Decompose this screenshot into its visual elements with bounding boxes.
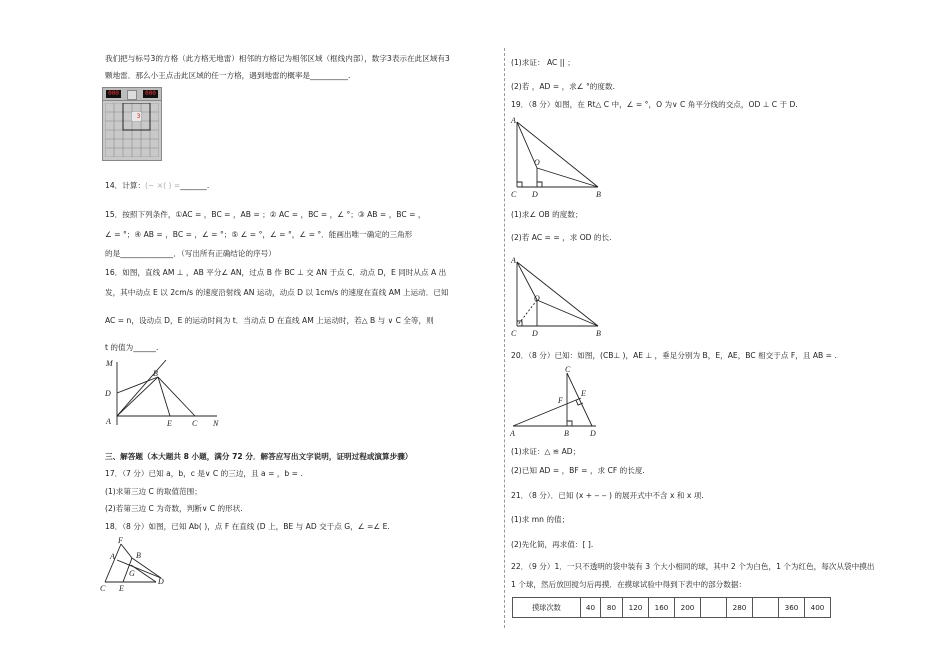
q16-line-3: AC = n，设动点 D，E 的运动时间为 t．当动点 D 在直线 AM 上运动时，若△ B 与 ∨ C 全等，则 bbox=[105, 316, 434, 325]
table-cell: 40 bbox=[581, 598, 601, 618]
mine-counter-left: 000 bbox=[106, 90, 121, 98]
table-cell: 280 bbox=[727, 598, 753, 618]
q22-line-2: 1 个球，然后放回搅匀后再摸．在摸球试验中得到下表中的部分数据： bbox=[511, 580, 747, 589]
fig18-label-G: G bbox=[129, 569, 135, 578]
fig18-label-B: B bbox=[136, 551, 141, 560]
mine-counter-right: 000 bbox=[143, 90, 158, 98]
answer-blank: _______ bbox=[180, 181, 207, 190]
fig20-label-A: A bbox=[510, 429, 515, 438]
mine-grid[interactable] bbox=[105, 103, 159, 157]
fig19b-label-A: A bbox=[511, 256, 516, 265]
fig16-label-C: C bbox=[192, 419, 198, 428]
answer-blank: ______________ bbox=[120, 249, 174, 258]
q15-line-2: ∠ = °；④ AB = ，BC = ，∠ = °；⑤ ∠ = °，∠ = °，∠ = °．能画出唯一确定的三角形 bbox=[105, 230, 413, 239]
q17-part-1: (1)求第三边 C 的取值范围； bbox=[105, 487, 202, 496]
q20-part-1: (1)求证：△ ≌ AD； bbox=[511, 447, 581, 456]
q20-line-1: 20．（8 分）已知：如图，(CB⊥ )，AE ⊥ ，垂足分别为 B，E，AE，BC 相交于点 F，且 AB = . bbox=[511, 351, 837, 360]
table-cell: 400 bbox=[805, 598, 831, 618]
fig19b-label-B: B bbox=[596, 329, 601, 338]
fig20-label-C: C bbox=[565, 365, 571, 374]
q21-part-2: (2)先化简，再求值：[ ]. bbox=[511, 540, 594, 549]
figure-20 bbox=[508, 363, 608, 439]
fig16-label-N: N bbox=[213, 419, 219, 428]
table-cell bbox=[701, 598, 727, 618]
figure-18 bbox=[98, 534, 170, 594]
table-cell: 80 bbox=[601, 598, 623, 618]
q21-line-1: 21．（8 分）．已知 (x + ‒ ‒ ) 的展开式中不含 x 和 x 项. bbox=[511, 491, 704, 500]
table-cell bbox=[753, 598, 779, 618]
fig19a-label-C: C bbox=[511, 190, 517, 199]
fig18-label-A: A bbox=[110, 552, 115, 561]
fig19a-label-A: A bbox=[511, 116, 516, 125]
q16-line-4: t 的值为______. bbox=[105, 343, 159, 352]
q17-line-1: 17．（7 分）已知 a，b，c 是∨ C 的三边，且 a = ，b = . bbox=[105, 469, 303, 478]
q22-line-1: 22．（9 分）1．一只不透明的袋中装有 3 个大小相同的球，其中 2 个为白色，1 个为红色，每次从袋中摸出 bbox=[511, 562, 875, 571]
fig19b-label-C: C bbox=[511, 329, 517, 338]
fig16-label-D: D bbox=[105, 389, 111, 398]
table-cell: 160 bbox=[649, 598, 675, 618]
q17-part-2: (2)若第三边 C 为奇数，判断∨ C 的形状. bbox=[105, 504, 243, 513]
fig16-label-E: E bbox=[167, 419, 172, 428]
q18-part-1: (1)求证： AC || ； bbox=[511, 58, 575, 67]
answer-blank: ______ bbox=[133, 343, 156, 352]
fig18-label-D: D bbox=[158, 577, 164, 586]
frequency-table bbox=[512, 597, 831, 618]
section-3-heading: 三、解答题（本大题共 8 小题，满分 72 分．解答应写出文字说明，证明过程或演算步骤） bbox=[105, 452, 413, 461]
q19-part-2: (2)若 AC = = ，求 OD 的长. bbox=[511, 233, 612, 242]
table-row bbox=[513, 598, 831, 618]
q16-line-2: 发，其中动点 E 以 2cm/s 的速度沿射线 AN 运动，动点 D 以 1cm/s 的速度在直线 AM 上运动．已知 bbox=[105, 288, 449, 297]
figure-16 bbox=[100, 356, 230, 430]
minesweeper-figure bbox=[102, 87, 162, 161]
intro-line-1: 我们把与标号3的方格（此方格无地雷）相邻的方格记为相邻区域（框线内部），数字3表示在此区域有3 bbox=[105, 54, 450, 63]
table-header-cell: 摸球次数 bbox=[513, 598, 581, 618]
q15-line-3: 的是______________．（写出所有正确结论的序号） bbox=[105, 249, 276, 258]
q21-part-1: (1)求 mn 的值； bbox=[511, 515, 570, 524]
q18-line-1: 18．（8 分）如图，已知 Ab( )，点 F 在直线 (D 上，BE 与 AD 交于点 G，∠ =∠ E. bbox=[105, 522, 390, 531]
q18-part-2: (2)若 ，AD = ，求∠ °的度数. bbox=[511, 82, 615, 91]
q19-line-1: 19．（8 分）如图，在 Rt△ C 中，∠ = °，O 为∨ C 角平分线的交点，OD ⊥ C 于 D. bbox=[511, 100, 798, 109]
q16-line-1: 16．如图，直线 AM ⊥ ，AB 平分∠ AN，过点 B 作 BC ⊥ 交 AN 于点 C．动点 D，E 同时从点 A 出 bbox=[105, 268, 447, 277]
mine-number-3: 3 bbox=[136, 113, 141, 120]
fig18-label-C: C bbox=[100, 584, 106, 593]
fig19a-label-B: B bbox=[596, 190, 601, 199]
fig20-label-B: B bbox=[564, 429, 569, 438]
fig19b-label-D: D bbox=[532, 329, 538, 338]
q15-line-1: 15．按照下列条件，①AC = ，BC = ，AB = ；② AC = ，BC = ，∠ °；③ AB = ，BC = ， bbox=[105, 210, 426, 219]
fig18-label-F: F bbox=[118, 536, 123, 545]
figure-19b bbox=[508, 254, 608, 340]
fig19a-label-O: O bbox=[534, 158, 540, 167]
column-divider bbox=[504, 48, 505, 628]
figure-19a bbox=[508, 114, 608, 200]
fig16-label-M: M bbox=[106, 359, 113, 368]
fig16-label-A: A bbox=[106, 417, 111, 426]
table-cell: 200 bbox=[675, 598, 701, 618]
q19-part-1: (1)求∠ OB 的度数； bbox=[511, 210, 583, 219]
fig20-label-D: D bbox=[590, 429, 596, 438]
fig16-label-B: B bbox=[153, 369, 158, 378]
table-cell: 120 bbox=[623, 598, 649, 618]
intro-line-2: 颗地雷．那么小王点击此区域的任一方格，遇到地雷的概率是__________. bbox=[105, 71, 351, 80]
table-cell: 360 bbox=[779, 598, 805, 618]
smiley-icon[interactable] bbox=[127, 90, 137, 100]
q14: 14．计算：(− ×( ) =_______. bbox=[105, 181, 210, 190]
q20-part-2: (2)已知 AD = ，BF = ，求 CF 的长度. bbox=[511, 466, 645, 475]
fig19a-label-D: D bbox=[532, 190, 538, 199]
fig18-label-E: E bbox=[119, 584, 124, 593]
q14-formula: (− ×( ) = bbox=[145, 181, 181, 190]
answer-blank: __________ bbox=[310, 71, 348, 80]
fig20-label-E: E bbox=[581, 389, 586, 398]
fig19b-label-O: O bbox=[534, 294, 540, 303]
fig20-label-F: F bbox=[558, 396, 563, 405]
